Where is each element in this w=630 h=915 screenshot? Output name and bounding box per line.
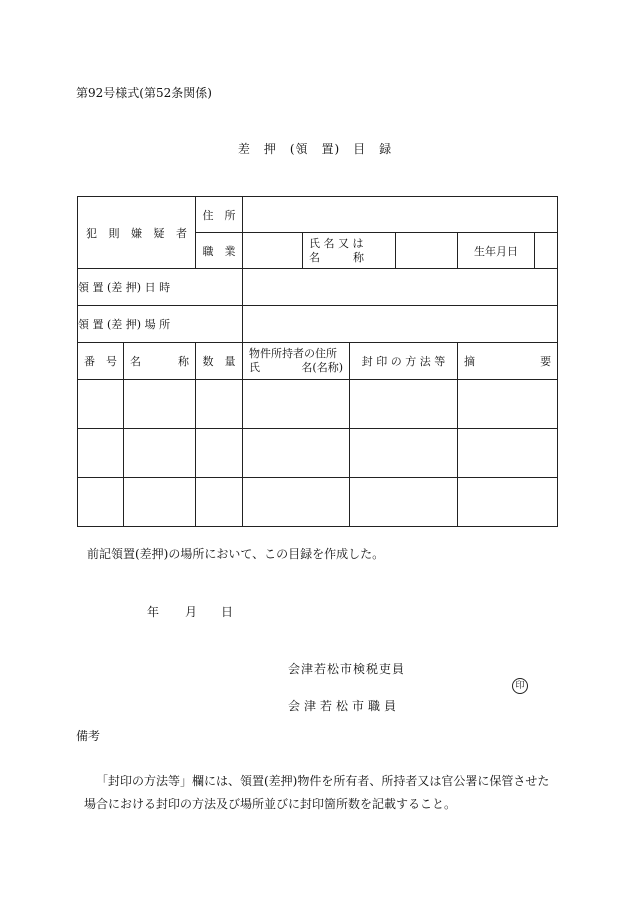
col-owner-line2-b: 名(名称) — [301, 361, 343, 374]
signature-city-staff: 会津若松市職員 — [288, 699, 401, 713]
notes-text-line2: 場合における封印の方法及び場所並びに封印箇所数を記載すること。 — [84, 797, 457, 811]
name-field[interactable] — [396, 233, 458, 269]
entry-quantity-field[interactable] — [196, 429, 243, 478]
col-owner-line2-a: 氏 — [249, 361, 260, 374]
entry-number-field[interactable] — [78, 478, 124, 527]
date-label: 領 置 (差 押) 日 時 — [78, 269, 243, 306]
place-label: 領 置 (差 押) 場 所 — [78, 306, 243, 343]
entry-remarks-field[interactable] — [458, 380, 558, 429]
col-header-name — [124, 343, 196, 380]
entry-owner-field[interactable] — [243, 429, 350, 478]
col-header-number — [78, 343, 124, 380]
entry-quantity-field[interactable] — [196, 478, 243, 527]
col-name-a: 名 — [130, 355, 141, 368]
occupation-field[interactable] — [243, 233, 303, 269]
suspect-char: 嫌 — [131, 226, 142, 240]
notes-text-line1: 「封印の方法等」欄には、領置(差押)物件を所有者、所持者又は官公署に保管させた — [96, 774, 550, 788]
entry-name-field[interactable] — [124, 380, 196, 429]
entry-seal-field[interactable] — [350, 429, 458, 478]
signature-tax-official: 会津若松市検税吏員 — [288, 662, 406, 676]
col-owner-line2 — [243, 361, 349, 375]
col-remarks-b: 要 — [540, 355, 552, 368]
document-title: 差 押 (領 置) 目 録 — [237, 142, 393, 156]
place-field[interactable] — [243, 306, 558, 343]
entry-seal-field[interactable] — [350, 380, 458, 429]
entry-owner-field[interactable] — [243, 478, 350, 527]
entry-name-field[interactable] — [124, 478, 196, 527]
col-remarks-a: 摘 — [464, 355, 475, 368]
inventory-form-table — [77, 196, 558, 527]
col-header-owner — [243, 343, 350, 380]
suspect-char: 則 — [108, 226, 120, 240]
entry-remarks-field[interactable] — [458, 478, 558, 527]
date-month-label: 月 — [185, 605, 198, 619]
name-label-line2: 名 称 — [309, 250, 364, 264]
entry-number-field[interactable] — [78, 429, 124, 478]
entry-seal-field[interactable] — [350, 478, 458, 527]
table-row — [78, 429, 558, 478]
address-field[interactable] — [243, 197, 558, 233]
suspect-char: 者 — [176, 226, 187, 240]
date-day-label: 日 — [221, 605, 234, 619]
table-row — [78, 478, 558, 527]
entry-remarks-field[interactable] — [458, 429, 558, 478]
birth-field[interactable] — [535, 233, 558, 269]
table-row — [78, 380, 558, 429]
entry-name-field[interactable] — [124, 429, 196, 478]
col-name-b: 称 — [178, 355, 189, 368]
suspect-char: 犯 — [86, 226, 97, 240]
form-number: 第92号様式(第52条関係) — [76, 86, 212, 100]
entry-quantity-field[interactable] — [196, 380, 243, 429]
name-label — [303, 233, 396, 269]
col-owner-line1: 物件所持者の住所 — [249, 347, 337, 360]
col-number-a: 番 — [84, 355, 95, 368]
date-year-label: 年 — [147, 605, 160, 619]
col-number-b: 号 — [106, 355, 117, 368]
seal-mark-icon: 印 — [512, 678, 528, 694]
suspect-label-cell — [78, 197, 196, 269]
entry-owner-field[interactable] — [243, 380, 350, 429]
name-label-line1: 氏 名 又 は — [309, 236, 364, 250]
date-field[interactable] — [243, 269, 558, 306]
col-header-remarks — [458, 343, 558, 380]
occupation-label: 職 業 — [196, 233, 243, 269]
birth-label: 生年月日 — [458, 233, 535, 269]
statement-text: 前記領置(差押)の場所において、この目録を作成した。 — [87, 547, 385, 561]
address-label: 住 所 — [196, 197, 243, 233]
suspect-char: 疑 — [153, 226, 165, 240]
entry-number-field[interactable] — [78, 380, 124, 429]
notes-label: 備考 — [76, 729, 101, 743]
col-header-quantity: 数 量 — [196, 343, 243, 380]
col-header-seal-method: 封 印 の 方 法 等 — [350, 343, 458, 380]
